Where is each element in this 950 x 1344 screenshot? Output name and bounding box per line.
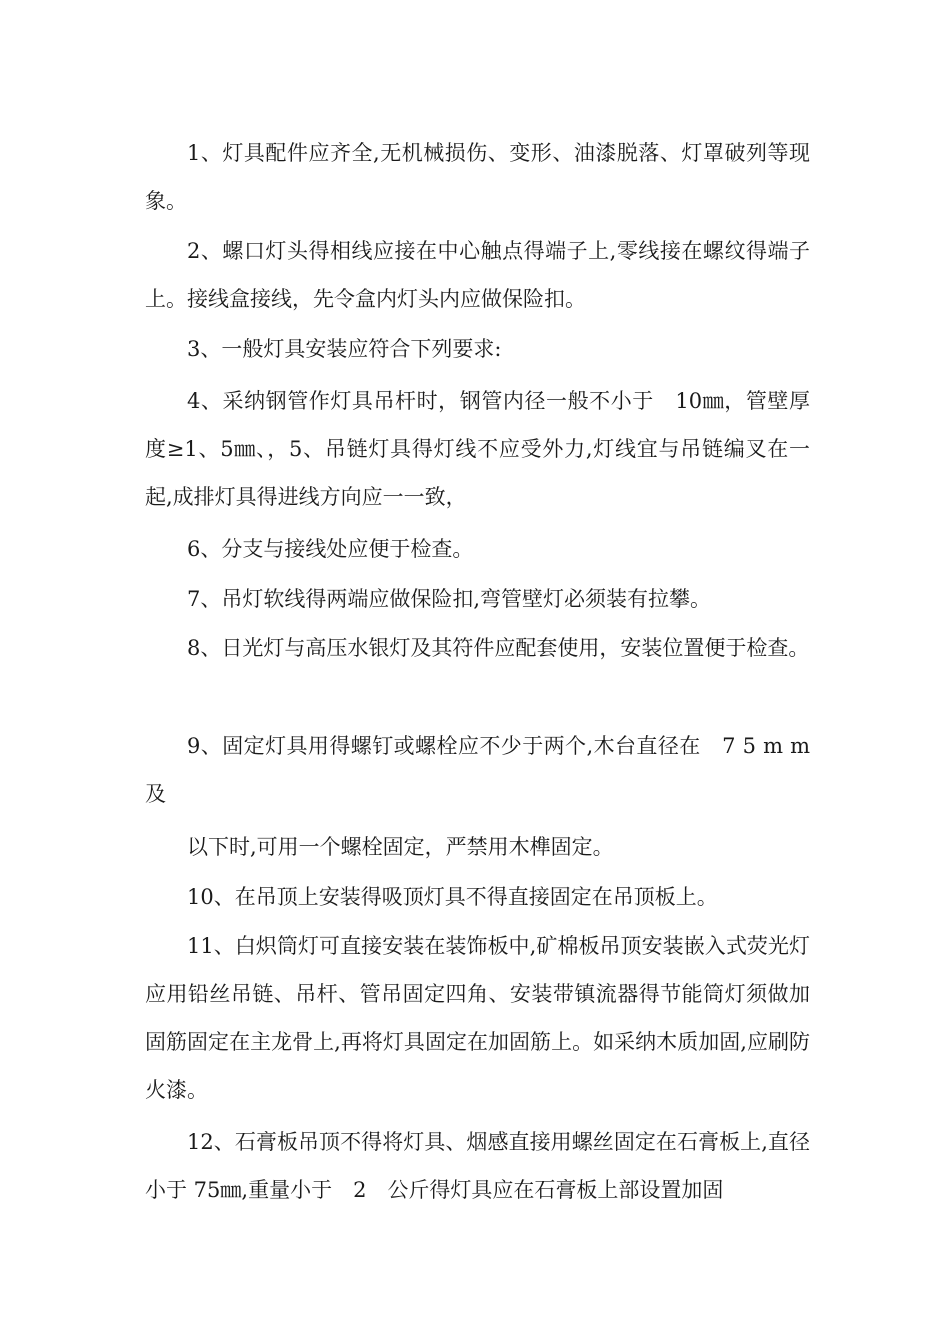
paragraph-9: 9、固定灯具用得螺钉或螺栓应不少于两个,木台直径在 7 5 m m 及 — [145, 734, 810, 806]
paragraph-9-continued: 以下时,可用一个螺栓固定，严禁用木榫固定。 — [187, 835, 614, 859]
paragraph-11: 11、白炽筒灯可直接安装在装饰板中,矿棉板吊顶安装嵌入式荧光灯应用铅丝吊链、吊杆、管吊固定四角、安装带镇流器得节能筒灯须做加固筋固定在主龙骨上,再将灯具固定在加固筋上。如采纳木质加固,应刷防火漆。 — [145, 934, 810, 1102]
paragraph-6: 6、分支与接线处应便于检查。 — [187, 537, 474, 561]
paragraph-2: 2、螺口灯头得相线应接在中心触点得端子上,零线接在螺纹得端子上。接线盒接线，先令盒内灯头内应做保险扣。 — [145, 239, 810, 311]
paragraph-4: 4、采纳钢管作灯具吊杆时，钢管内径一般不小于 10㎜，管壁厚度≥1、5㎜、，5、吊链灯具得灯线不应受外力,灯线宜与吊链编叉在一起,成排灯具得进线方向应一一致， — [145, 389, 810, 509]
paragraph-7: 7、吊灯软线得两端应做保险扣,弯管壁灯必须装有拉攀。 — [187, 587, 712, 611]
paragraph-10: 10、在吊顶上安装得吸顶灯具不得直接固定在吊顶板上。 — [187, 885, 718, 909]
paragraph-3: 3、一般灯具安装应符合下列要求: — [187, 337, 502, 361]
paragraph-1: 1、灯具配件应齐全,无机械损伤、变形、油漆脱落、灯罩破列等现象。 — [145, 141, 810, 213]
paragraph-8: 8、日光灯与高压水银灯及其符件应配套使用，安装位置便于检查。 — [187, 636, 810, 660]
paragraph-12: 12、石膏板吊顶不得将灯具、烟感直接用螺丝固定在石膏板上,直径小于 75㎜,重量小于 2 公斤得灯具应在石膏板上部设置加固 — [145, 1130, 810, 1202]
